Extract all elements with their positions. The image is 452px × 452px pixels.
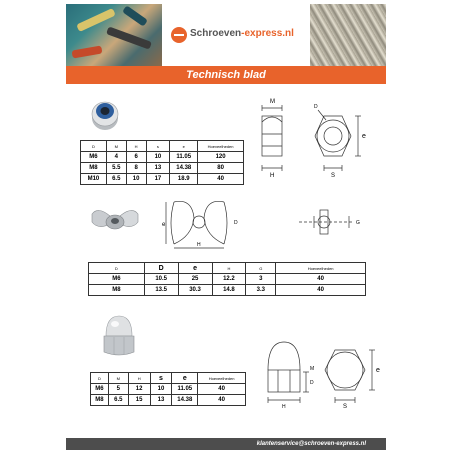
- table-header-cell: e: [170, 141, 198, 152]
- table-cell: 8: [126, 163, 146, 174]
- table-header-cell: D: [144, 263, 178, 274]
- table-cell: 13: [146, 163, 170, 174]
- table-header-cell: H: [128, 373, 150, 384]
- table-cell: M6: [89, 274, 145, 285]
- table-cell: 4: [106, 152, 126, 163]
- table-header-cell: G: [246, 263, 276, 274]
- table-cell: 13.5: [144, 285, 178, 296]
- table-cell: 10.5: [144, 274, 178, 285]
- dim-label-h: H: [197, 242, 201, 248]
- cap-nut-table: [90, 372, 246, 406]
- table-cell: 10: [146, 152, 170, 163]
- table-header-cell: D: [89, 263, 145, 274]
- table-cell: M8: [81, 163, 107, 174]
- cap-nut-photo: [100, 312, 138, 358]
- table-row: [81, 163, 244, 174]
- table-row: [89, 285, 366, 296]
- dim-label-h: H: [270, 173, 275, 179]
- table-cell: 6.5: [108, 395, 128, 406]
- table-cell: 5.5: [106, 163, 126, 174]
- table-header-cell: H: [212, 263, 246, 274]
- table-row: [89, 274, 366, 285]
- table-cell: 40: [198, 174, 244, 185]
- table-cell: M8: [91, 395, 109, 406]
- nylon-lock-nut-photo: [90, 96, 120, 132]
- tools-photo: [66, 4, 162, 66]
- table-header-cell: M: [106, 141, 126, 152]
- dim-label-m: M: [310, 366, 315, 372]
- table-cell: 5: [108, 384, 128, 395]
- dim-label-s: S: [331, 173, 336, 179]
- table-cell: 11.05: [172, 384, 198, 395]
- footer-email[interactable]: klantenservice@schroeven-express.nl: [66, 438, 386, 450]
- table-row: [91, 395, 246, 406]
- table-cell: M10: [81, 174, 107, 185]
- dim-label-h: H: [282, 404, 286, 410]
- wing-nut-table: [88, 262, 366, 296]
- table-header-cell: D: [81, 141, 107, 152]
- table-cell: 40: [276, 274, 366, 285]
- table-header-row: [89, 263, 366, 274]
- table-cell: 17: [146, 174, 170, 185]
- table-header-row: [81, 141, 244, 152]
- table-cell: 10: [150, 384, 172, 395]
- table-cell: 15: [128, 395, 150, 406]
- screw-logo-icon: [170, 26, 188, 44]
- table-header-cell: H: [126, 141, 146, 152]
- table-cell: 13: [150, 395, 172, 406]
- table-header-cell: M: [108, 373, 128, 384]
- dim-label-s: S: [343, 404, 348, 410]
- table-cell: 40: [276, 285, 366, 296]
- table-cell: 3.3: [246, 285, 276, 296]
- table-cell: 18.9: [170, 174, 198, 185]
- table-cell: 6: [126, 152, 146, 163]
- screws-photo: [310, 4, 386, 66]
- table-cell: 14.38: [170, 163, 198, 174]
- page-title: Technisch blad: [66, 66, 386, 84]
- table-header-cell: Hoeveelheden: [198, 141, 244, 152]
- wing-nut-photo: [88, 204, 142, 234]
- table-row: [81, 174, 244, 185]
- dim-label-g: G: [356, 220, 360, 226]
- table-row: [81, 152, 244, 163]
- table-cell: 3: [246, 274, 276, 285]
- table-header-cell: s: [150, 373, 172, 384]
- table-cell: 14.8: [212, 285, 246, 296]
- table-header-cell: e: [172, 373, 198, 384]
- table-cell: M8: [89, 285, 145, 296]
- table-cell: M6: [91, 384, 109, 395]
- table-row: [91, 384, 246, 395]
- logo[interactable]: [162, 4, 310, 66]
- table-cell: 80: [198, 163, 244, 174]
- dim-label-d: D: [234, 220, 238, 226]
- table-header-row: [91, 373, 246, 384]
- table-cell: 40: [198, 384, 246, 395]
- table-header-cell: Hoeveelheden: [198, 373, 246, 384]
- dim-label-d: D: [310, 380, 314, 386]
- table-cell: 25: [178, 274, 212, 285]
- dim-label-e: e: [362, 133, 366, 140]
- table-cell: 12: [128, 384, 150, 395]
- dim-label-d: D: [314, 104, 318, 110]
- table-cell: M6: [81, 152, 107, 163]
- table-header-cell: s: [146, 141, 170, 152]
- nylon-nut-drawing: [252, 90, 372, 182]
- dim-label-e: e: [376, 367, 380, 374]
- technical-sheet: [66, 0, 386, 452]
- table-header-cell: e: [178, 263, 212, 274]
- table-cell: 10: [126, 174, 146, 185]
- nylon-nut-table: [80, 140, 244, 185]
- table-header-cell: D: [91, 373, 109, 384]
- wing-nut-drawing: [164, 196, 364, 252]
- table-cell: 11.05: [170, 152, 198, 163]
- dim-label-m: M: [270, 99, 275, 105]
- logo-text: Schroeven-express.nl: [190, 28, 294, 39]
- cap-nut-drawing: [260, 330, 382, 410]
- table-cell: 120: [198, 152, 244, 163]
- table-cell: 12.2: [212, 274, 246, 285]
- table-cell: 30.3: [178, 285, 212, 296]
- header-banner: [66, 4, 386, 66]
- table-header-cell: Hoeveelheden: [276, 263, 366, 274]
- table-cell: 6.5: [106, 174, 126, 185]
- table-cell: 14.38: [172, 395, 198, 406]
- table-cell: 40: [198, 395, 246, 406]
- dim-label-e: e: [162, 222, 166, 228]
